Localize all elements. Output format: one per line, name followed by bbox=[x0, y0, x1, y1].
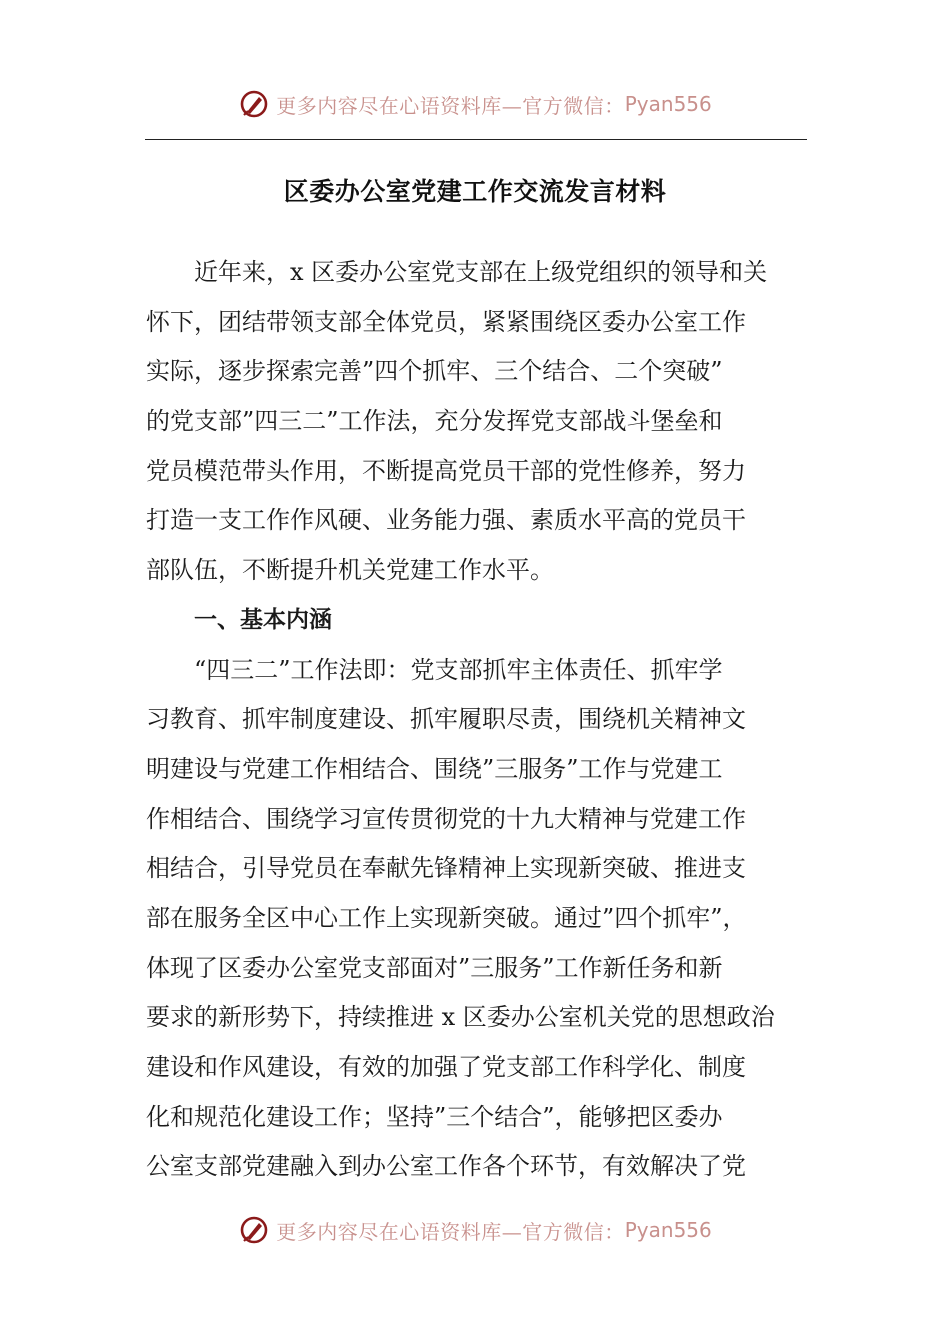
watermark-banner-bottom bbox=[0, 1210, 950, 1250]
watermark-code: Pyan556 bbox=[624, 1218, 712, 1242]
body-line: 相结合，引导党员在奉献先锋精神上实现新突破、推进支 bbox=[146, 854, 746, 883]
body-line: 怀下，团结带领支部全体党员，紧紧围绕区委办公室工作 bbox=[146, 307, 746, 336]
body-line: 建设和作风建设，有效的加强了党支部工作科学化、制度 bbox=[146, 1053, 746, 1081]
watermark-text: 更多内容尽在心语资料库—官方微信： bbox=[276, 93, 625, 118]
body-line: “四三二”工作法即：党支部抓牢主体责任、抓牢学 bbox=[194, 655, 723, 684]
body-line: 部在服务全区中心工作上实现新突破。通过”四个抓牢”， bbox=[146, 903, 747, 932]
watermark-code: Pyan556 bbox=[624, 92, 712, 116]
body-line: 党员模范带头作用，不断提高党员干部的党性修养，努力 bbox=[146, 456, 746, 485]
body-line: 体现了区委办公室党支部面对”三服务”工作新任务和新 bbox=[146, 953, 723, 982]
body-line: 部队伍，不断提升机关党建工作水平。 bbox=[146, 556, 554, 585]
watermark-text: 更多内容尽在心语资料库—官方微信： bbox=[276, 1219, 625, 1244]
pen-logo-icon bbox=[238, 1214, 270, 1246]
body-line: 习教育、抓牢制度建设、抓牢履职尽责，围绕机关精神文 bbox=[146, 705, 746, 734]
section-heading: 一、基本内涵 bbox=[194, 606, 332, 633]
body-line: 明建设与党建工作相结合、围绕”三服务”工作与党建工 bbox=[146, 754, 723, 783]
body-line: 作相结合、围绕学习宣传贯彻党的十九大精神与党建工作 bbox=[146, 804, 746, 833]
watermark-banner-top bbox=[0, 84, 950, 124]
body-line: 要求的新形势下，持续推进 x 区委办公室机关党的思想政治 bbox=[146, 1003, 775, 1032]
body-line: 近年来，x 区委办公室党支部在上级党组织的领导和关 bbox=[194, 258, 768, 286]
body-line: 公室支部党建融入到办公室工作各个环节，有效解决了党 bbox=[146, 1152, 746, 1181]
body-line: 化和规范化建设工作；坚持”三个结合”，能够把区委办 bbox=[146, 1102, 723, 1131]
header-rule bbox=[145, 139, 807, 140]
body-line: 的党支部”四三二”工作法，充分发挥党支部战斗堡垒和 bbox=[146, 407, 723, 436]
document-title: 区委办公室党建工作交流发言材料 bbox=[283, 177, 667, 206]
body-line: 实际，逐步探索完善”四个抓牢、三个结合、二个突破” bbox=[146, 357, 723, 386]
pen-logo-icon bbox=[238, 88, 270, 120]
document-body bbox=[146, 248, 806, 1192]
body-line: 打造一支工作作风硬、业务能力强、素质水平高的党员干 bbox=[146, 506, 746, 535]
